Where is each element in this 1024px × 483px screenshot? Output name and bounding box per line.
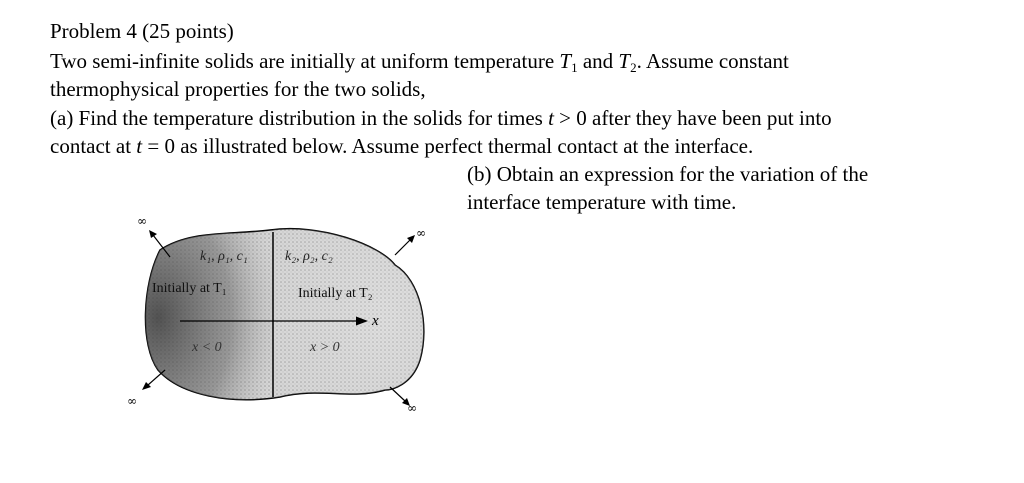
infinity-lower-left: ∞: [127, 394, 137, 408]
problem-part-b-line-2: interface temperature with time.: [467, 190, 737, 214]
infinity-upper-right: ∞: [416, 226, 426, 240]
arrow-upper-right: [395, 240, 410, 255]
var-t: t: [136, 134, 143, 158]
text-segment: . Assume constant: [636, 49, 789, 73]
sub-1: 1: [571, 60, 578, 75]
left-region-label: x < 0: [192, 340, 222, 355]
var-T: T: [559, 49, 572, 73]
text-segment: and: [577, 49, 619, 73]
var-T: T: [618, 49, 631, 73]
x-axis-label: x: [372, 313, 379, 329]
arrow-lower-left: [148, 370, 165, 385]
left-solid-shading: [120, 205, 273, 430]
sub-2: 2: [630, 60, 637, 75]
text-segment: > 0 after they have been put into: [553, 106, 832, 130]
problem-line-3: thermophysical properties for the two solids,: [50, 77, 426, 101]
problem-part-a-line-2: [50, 133, 753, 159]
infinity-lower-right: ∞: [407, 401, 417, 415]
left-properties-label: k₁, ρ₁, c₁: [200, 249, 248, 264]
left-initial-label: Initially at T₁: [152, 281, 227, 296]
text-segment: (a) Find the temperature distribution in the solids for times: [50, 106, 549, 130]
problem-heading: Problem 4 (25 points): [50, 19, 234, 43]
text-segment: contact at: [50, 134, 137, 158]
text-segment: Two semi-infinite solids are initially at uniform temperature: [50, 49, 560, 73]
right-initial-label: Initially at T₂: [298, 286, 373, 301]
semi-infinite-solids-figure: [120, 205, 450, 430]
arrowhead-upper-left: [149, 230, 157, 238]
problem-part-a-line-1: [50, 105, 832, 131]
arrow-lower-right: [390, 387, 405, 401]
var-t: t: [548, 106, 554, 130]
right-properties-label: k₂, ρ₂, c₂: [285, 249, 333, 264]
infinity-upper-left: ∞: [137, 214, 147, 228]
problem-part-b-line-1: (b) Obtain an expression for the variation of the: [467, 162, 869, 186]
right-region-label: x > 0: [310, 340, 340, 355]
text-segment: = 0 as illustrated below. Assume perfect thermal contact at the interface.: [142, 134, 754, 158]
